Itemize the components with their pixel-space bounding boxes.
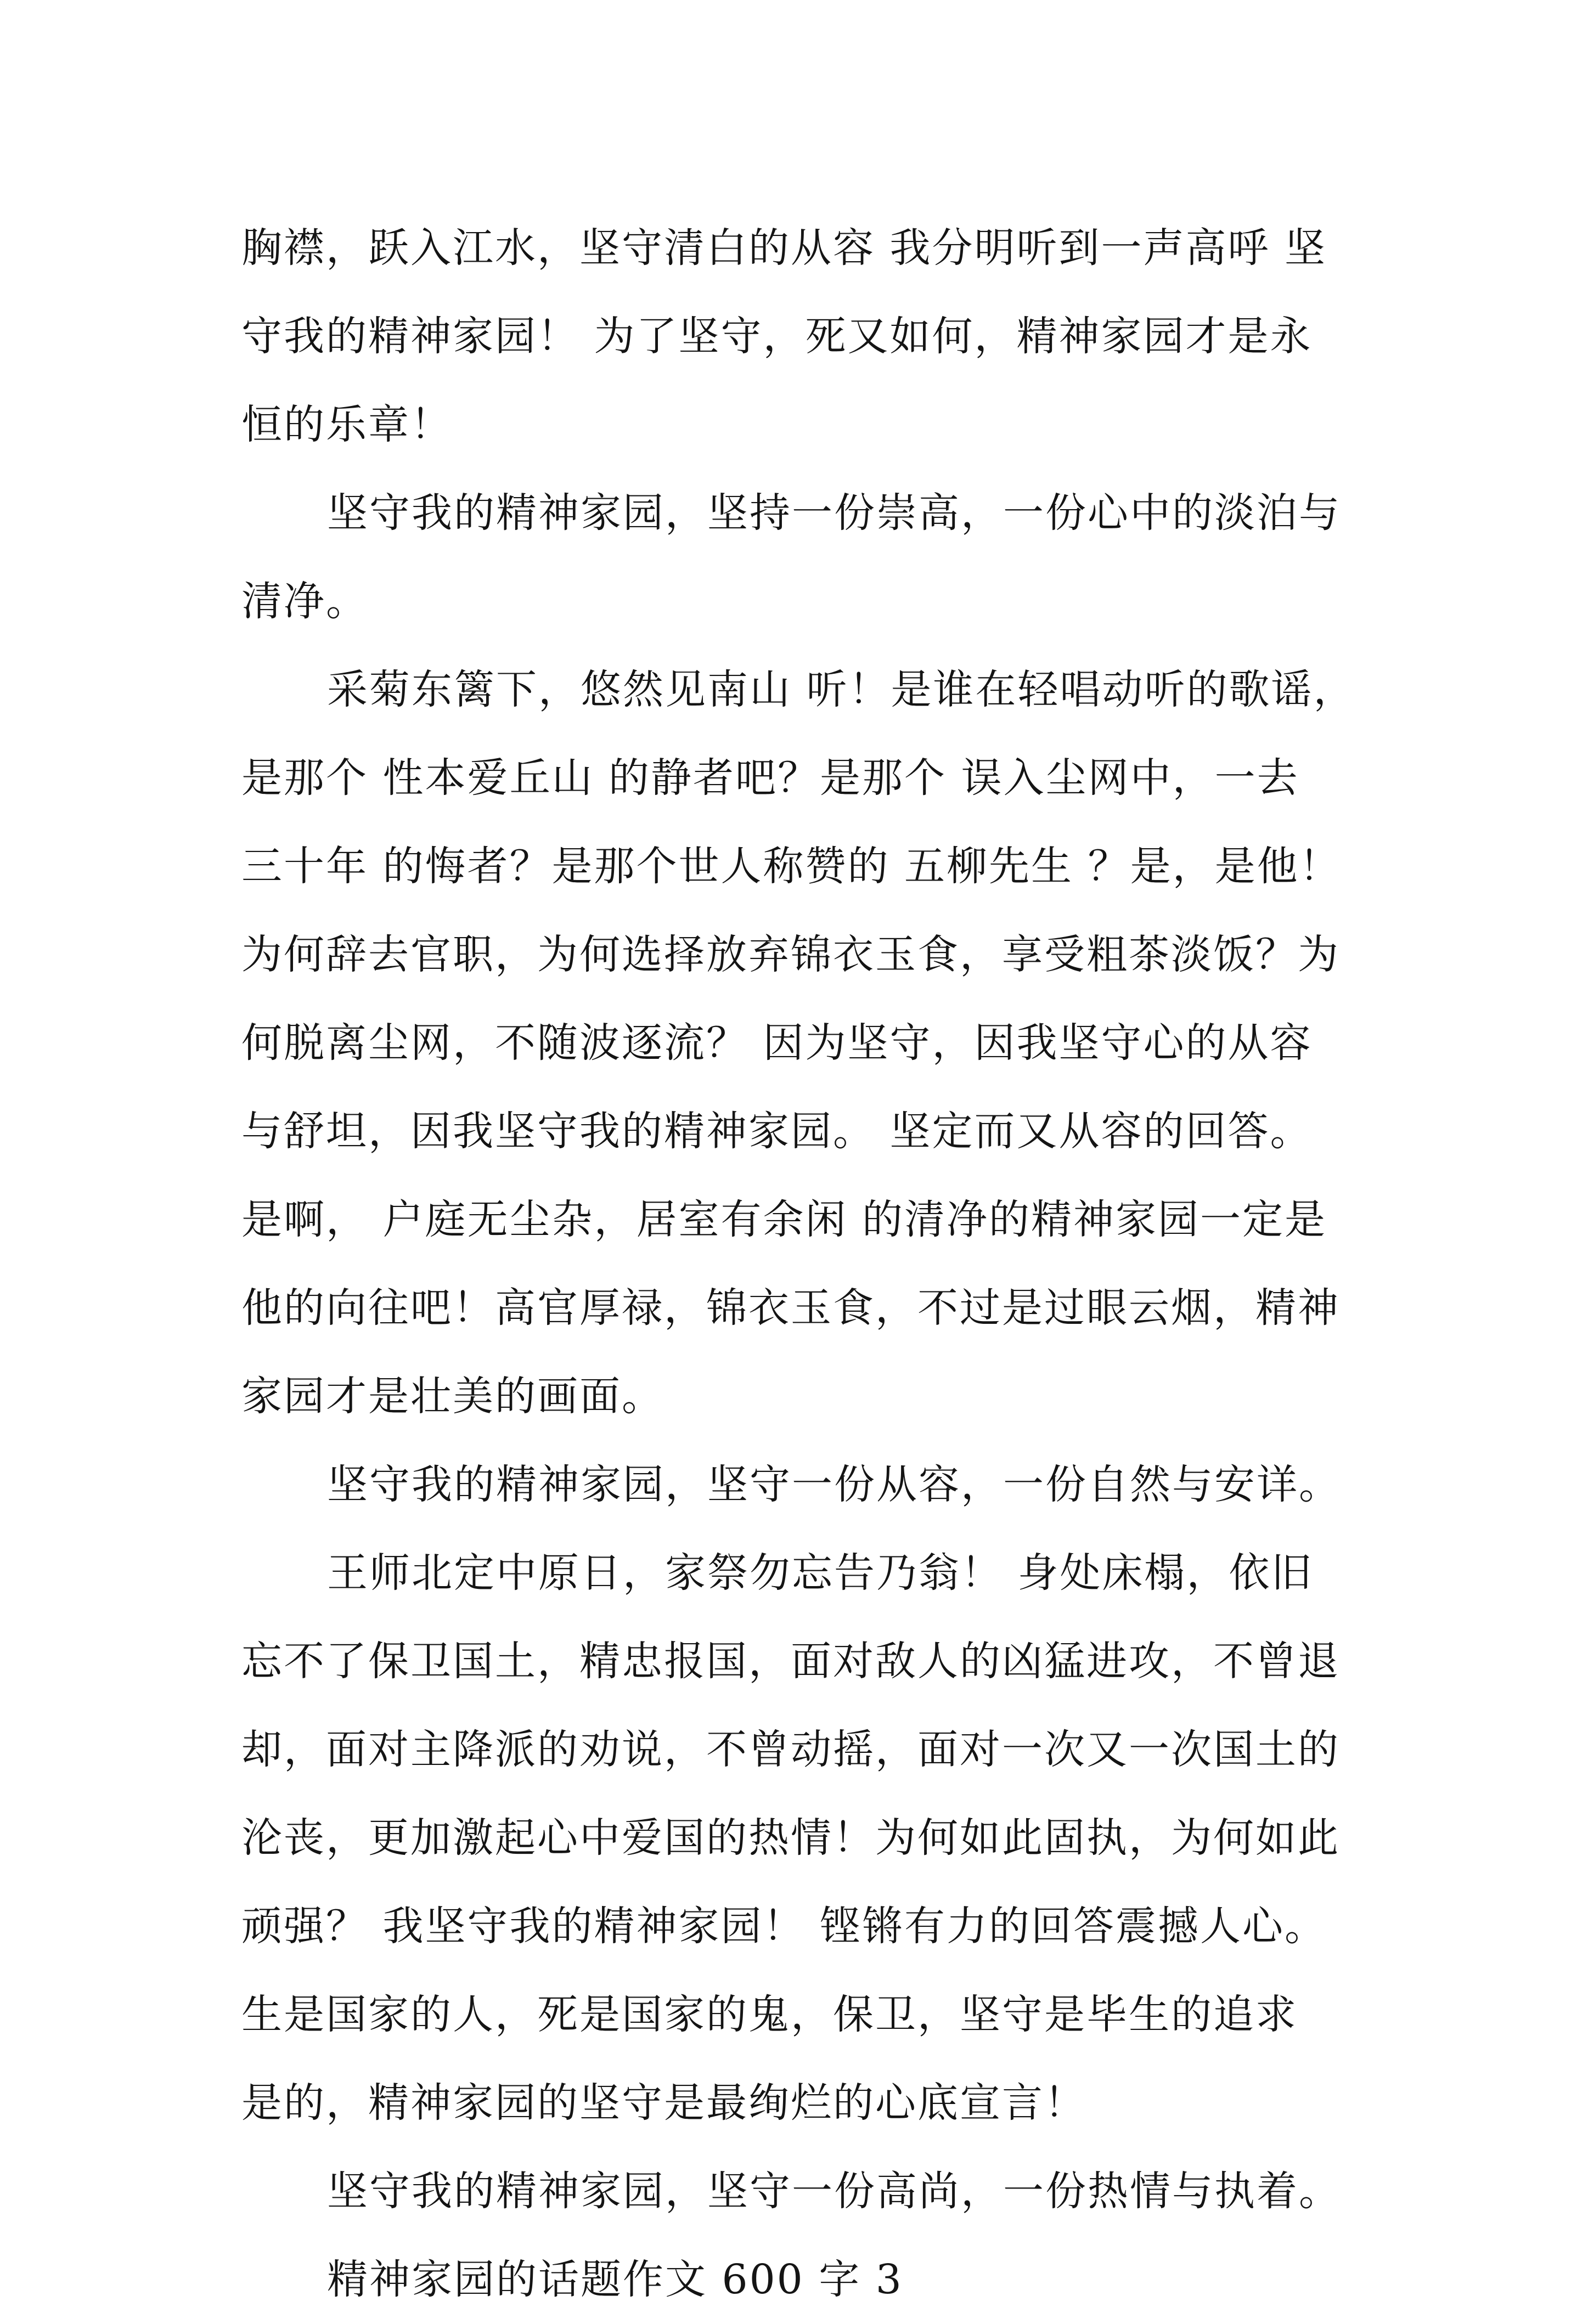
essay-body xyxy=(241,204,1372,2324)
text-line: 沦丧，更加激起心中爱国的热情！为何如此固执，为何如此 xyxy=(241,1814,1340,1862)
section-heading: 精神家园的话题作文 600 字 3 xyxy=(327,2256,903,2303)
text-line: 何脱离尘网，不随波逐流？ 因为坚守，因我坚守心的从容 xyxy=(241,1019,1313,1067)
text-line: 恒的乐章！ xyxy=(241,401,453,448)
text-line: 他的向往吧！高官厚禄，锦衣玉食，不过是过眼云烟，精神 xyxy=(241,1284,1340,1332)
text-line: 守我的精神家园！ 为了坚守，死又如何，精神家园才是永 xyxy=(241,313,1313,360)
text-line: 三十年 的悔者？是那个世人称赞的 五柳先生 ？是，是他！ xyxy=(241,843,1342,890)
text-line: 为何辞去官职，为何选择放弃锦衣玉食，享受粗茶淡饭？为 xyxy=(241,931,1340,978)
text-line: 忘不了保卫国土，精忠报国，面对敌人的凶猛进攻，不曾退 xyxy=(241,1638,1340,1685)
text-line: 坚守我的精神家园，坚持一份崇高，一份心中的淡泊与 xyxy=(327,489,1341,537)
text-line: 清净。 xyxy=(241,578,368,625)
text-line: 坚守我的精神家园，坚守一份从容，一份自然与安详。 xyxy=(327,1461,1341,1508)
text-line: 是的，精神家园的坚守是最绚烂的心底宣言！ xyxy=(241,2079,1086,2126)
text-line: 生是国家的人，死是国家的鬼，保卫，坚守是毕生的追求 xyxy=(241,1991,1298,2038)
text-line: 是啊， 户庭无尘杂，居室有余闲 的清净的精神家园一定是 xyxy=(241,1196,1327,1243)
text-line: 采菊东篱下，悠然见南山 听！是谁在轻唱动听的歌谣， xyxy=(327,666,1356,713)
text-line: 家园才是壮美的画面。 xyxy=(241,1373,664,1420)
text-line: 与舒坦，因我坚守我的精神家园。 坚定而又从容的回答。 xyxy=(241,1108,1313,1155)
text-line: 王师北定中原日，家祭勿忘告乃翁！ 身处床榻，依旧 xyxy=(327,1549,1314,1597)
text-line: 却，面对主降派的劝说，不曾动摇，面对一次又一次国土的 xyxy=(241,1726,1340,1773)
text-line: 是那个 性本爱丘山 的静者吧？是那个 误入尘网中，一去 xyxy=(241,754,1299,802)
text-line: 顽强？ 我坚守我的精神家园！ 铿锵有力的回答震撼人心。 xyxy=(241,1903,1327,1950)
text-line: 坚守我的精神家园，坚守一份高尚，一份热情与执着。 xyxy=(327,2168,1341,2215)
text-line: 胸襟，跃入江水，坚守清白的从容 我分明听到一声高呼 坚 xyxy=(241,224,1327,272)
